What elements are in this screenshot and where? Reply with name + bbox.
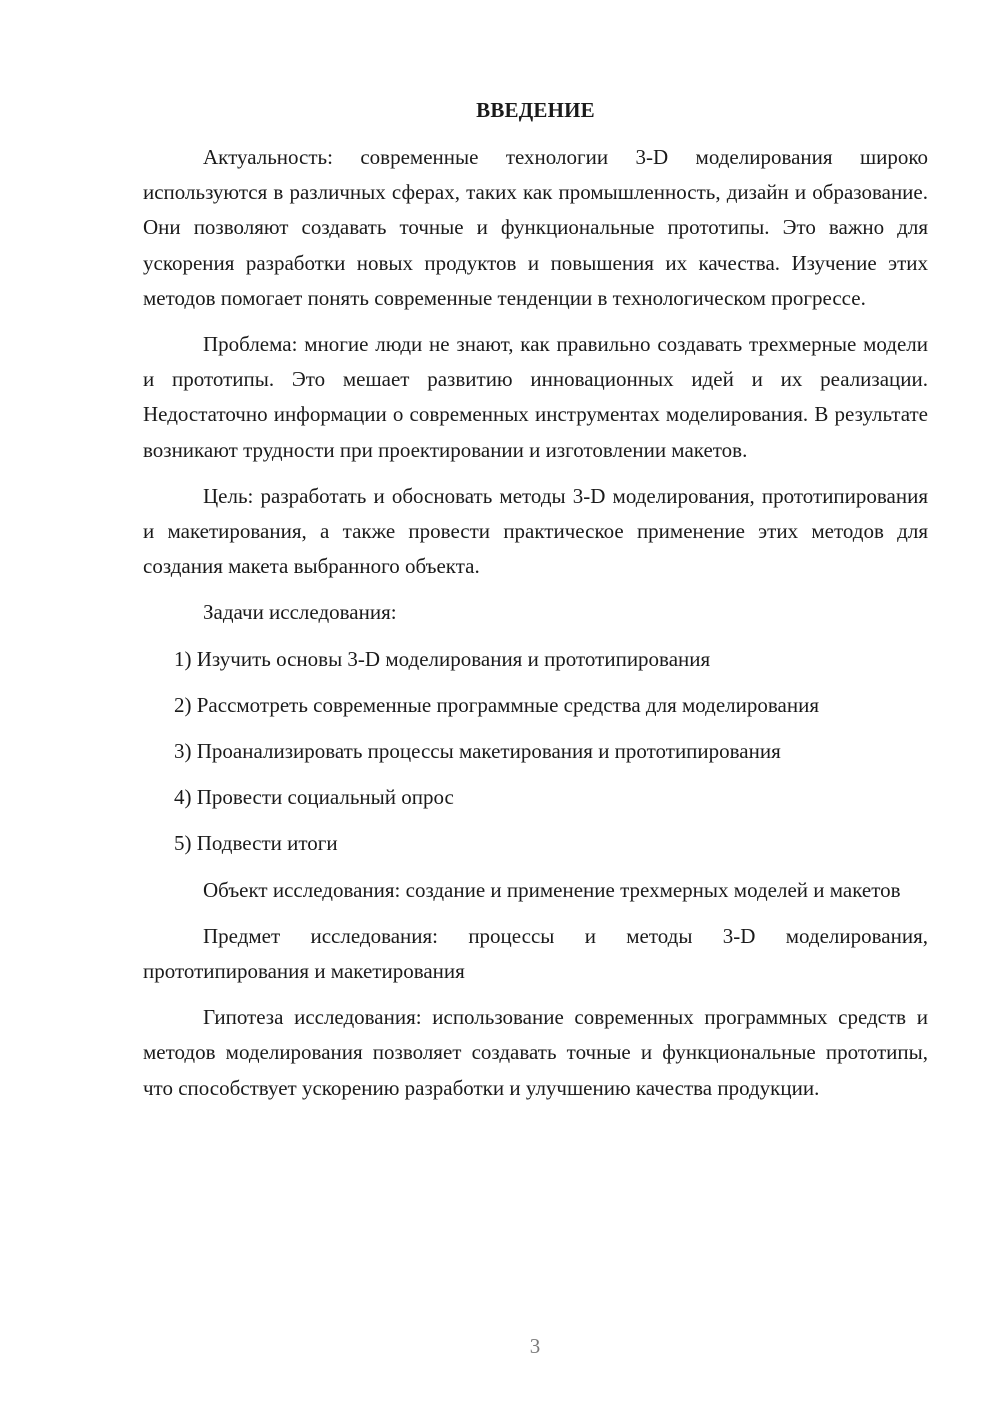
- paragraph-tasks-heading: Задачи исследования:: [203, 600, 397, 625]
- task-item-4: 4) Провести социальный опрос: [174, 785, 454, 810]
- paragraph-object: Объект исследования: создание и применение трехмерных моделей и макетов: [203, 877, 901, 902]
- paragraph-subject: Предмет исследования: процессы и методы 3-D моделирования, прототипирования и макетирования: [143, 923, 928, 984]
- page-number: 3: [529, 1334, 541, 1358]
- task-item-2: 2) Рассмотреть современные программные средства для моделирования: [174, 692, 819, 717]
- section-title: ВВЕДЕНИЕ: [476, 98, 595, 122]
- paragraph-goal: Цель: разработать и обосновать методы 3-D моделирования, прототипирования и макетирования, а также провести практическое применение этих методов для создания макета выбранного объекта.: [143, 483, 928, 579]
- paragraph-problem: Проблема: многие люди не знают, как правильно создавать трехмерные модели и прототипы. Это мешает развитию инновационных идей и их реализации. Недостаточно информации о современных инструментах моделирования. В результате возникают трудности при проектировании и изготовлении макетов.: [143, 332, 928, 462]
- task-item-3: 3) Проанализировать процессы макетирования и прототипирования: [174, 739, 781, 764]
- task-item-1: 1) Изучить основы 3-D моделирования и прототипирования: [174, 646, 711, 671]
- paragraph-hypothesis: Гипотеза исследования: использование современных программных средств и методов моделирования позволяет создавать точные и функциональные прототипы, что способствует ускорению разработки и улучшению качества продукции.: [143, 1005, 928, 1100]
- paragraph-relevance: Актуальность: современные технологии 3-D моделирования широко используются в различных сферах, таких как промышленность, дизайн и образование. Они позволяют создавать точные и функциональные прототипы. Это важно для ускорения разработки новых продуктов и повышения их качества. Изучение этих методов помогает понять современные тенденции в технологическом прогрессе.: [143, 145, 928, 310]
- page-content: [143, 93, 928, 1117]
- task-item-5: 5) Подвести итоги: [174, 831, 338, 856]
